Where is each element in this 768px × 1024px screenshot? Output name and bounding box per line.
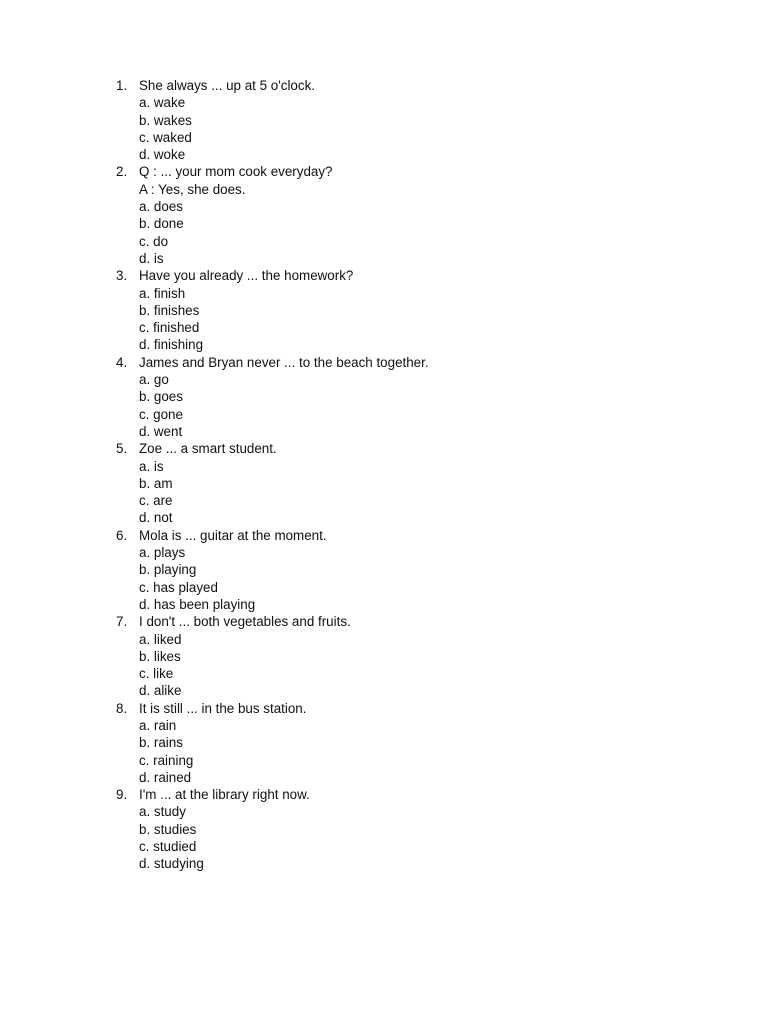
option-text: a. go — [139, 372, 169, 388]
question-item — [116, 613, 429, 699]
question-item — [116, 786, 429, 872]
option-text: a. rain — [139, 717, 177, 733]
question-item — [116, 527, 429, 613]
answer-option — [116, 233, 429, 250]
answer-option — [116, 544, 429, 561]
question-text: I don't ... both vegetables and fruits. — [139, 614, 351, 630]
option-text: b. rains — [139, 735, 183, 751]
question-item — [116, 77, 429, 163]
option-text: a. plays — [139, 545, 186, 561]
answer-option — [116, 336, 429, 353]
question-line — [116, 440, 429, 457]
question-number: 5. — [116, 441, 128, 457]
option-text: d. rained — [139, 769, 192, 785]
option-text: d. has been playing — [139, 596, 256, 612]
option-text: c. waked — [139, 129, 192, 145]
answer-option — [116, 112, 429, 129]
question-line — [116, 700, 429, 717]
answer-option — [116, 561, 429, 578]
option-text: c. has played — [139, 579, 218, 595]
option-text: d. not — [139, 510, 173, 526]
answer-option — [116, 855, 429, 872]
question-line — [116, 786, 429, 803]
option-text: c. finished — [139, 320, 200, 336]
option-text: a. does — [139, 199, 183, 215]
question-text: Have you already ... the homework? — [139, 268, 354, 284]
option-text: c. raining — [139, 752, 194, 768]
answer-option — [116, 285, 429, 302]
question-number: 4. — [116, 354, 128, 370]
answer-option — [116, 596, 429, 613]
answer-option — [116, 579, 429, 596]
option-text: a. is — [139, 458, 164, 474]
question-text: Zoe ... a smart student. — [139, 441, 277, 457]
question-text: Q : ... your mom cook everyday? — [139, 164, 333, 180]
answer-option — [116, 458, 429, 475]
answer-option — [116, 371, 429, 388]
question-line — [116, 267, 429, 284]
option-text: b. wakes — [139, 112, 192, 128]
option-text: a. liked — [139, 631, 182, 647]
option-text: c. like — [139, 666, 174, 682]
question-line — [116, 354, 429, 371]
option-text: d. finishing — [139, 337, 204, 353]
answer-option — [116, 838, 429, 855]
answer-option — [116, 648, 429, 665]
answer-option — [116, 492, 429, 509]
answer-option — [116, 752, 429, 769]
answer-option — [116, 250, 429, 267]
option-text: c. are — [139, 493, 173, 509]
answer-option — [116, 475, 429, 492]
answer-option — [116, 509, 429, 526]
answer-option — [116, 146, 429, 163]
question-item — [116, 163, 429, 267]
question-text: A : Yes, she does. — [139, 181, 246, 197]
option-text: b. likes — [139, 648, 181, 664]
option-text: b. done — [139, 216, 184, 232]
question-item — [116, 700, 429, 786]
question-text: Mola is ... guitar at the moment. — [139, 527, 327, 543]
answer-option — [116, 734, 429, 751]
option-text: c. gone — [139, 406, 183, 422]
option-text: b. am — [139, 475, 173, 491]
answer-option — [116, 129, 429, 146]
question-text: She always ... up at 5 o'clock. — [139, 78, 315, 93]
question-number: 7. — [116, 614, 128, 630]
option-text: d. alike — [139, 683, 182, 699]
option-text: b. studies — [139, 821, 197, 837]
question-number: 2. — [116, 164, 128, 180]
question-number: 3. — [116, 268, 128, 284]
answer-option — [116, 717, 429, 734]
question-number: 8. — [116, 700, 128, 716]
question-number: 9. — [116, 787, 128, 803]
option-text: d. studying — [139, 856, 204, 872]
answer-option — [116, 769, 429, 786]
option-text: b. finishes — [139, 302, 200, 318]
answer-option — [116, 94, 429, 111]
option-text: c. do — [139, 233, 169, 249]
question-item — [116, 267, 429, 353]
question-number: 1. — [116, 78, 128, 93]
answer-option — [116, 665, 429, 682]
question-item — [116, 354, 429, 440]
option-text: d. is — [139, 250, 164, 266]
question-line — [116, 163, 429, 180]
question-item — [116, 440, 429, 526]
question-line — [116, 613, 429, 630]
answer-option — [116, 803, 429, 820]
option-text: a. finish — [139, 285, 186, 301]
option-text: d. woke — [139, 147, 186, 163]
question-text: It is still ... in the bus station. — [139, 700, 307, 716]
question-number: 6. — [116, 527, 128, 543]
answer-option — [116, 319, 429, 336]
option-text: b. playing — [139, 562, 197, 578]
option-text: d. went — [139, 423, 183, 439]
question-line — [116, 527, 429, 544]
answer-option — [116, 198, 429, 215]
option-text: b. goes — [139, 389, 183, 405]
answer-option — [116, 682, 429, 699]
answer-option — [116, 631, 429, 648]
answer-option — [116, 302, 429, 319]
answer-option — [116, 388, 429, 405]
question-text: James and Bryan never ... to the beach together. — [139, 354, 429, 370]
answer-option — [116, 821, 429, 838]
answer-option — [116, 215, 429, 232]
option-text: a. wake — [139, 95, 186, 111]
option-text: a. study — [139, 804, 186, 820]
answer-option — [116, 423, 429, 440]
question-line — [116, 77, 429, 94]
answer-option — [116, 406, 429, 423]
question-answer-line — [116, 181, 429, 198]
question-list — [116, 77, 429, 873]
question-text: I'm ... at the library right now. — [139, 787, 310, 803]
option-text: c. studied — [139, 839, 197, 855]
